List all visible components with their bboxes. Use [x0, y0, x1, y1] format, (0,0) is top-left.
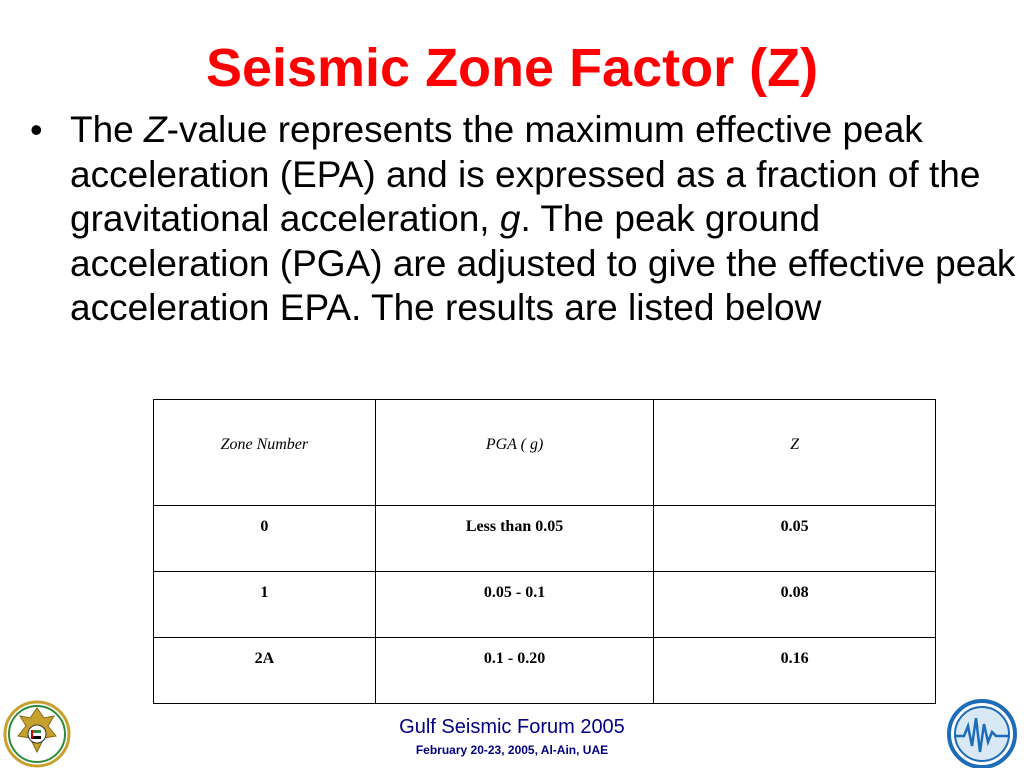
table-row [154, 572, 936, 638]
cell-pga: 0.1 - 0.20 [375, 638, 654, 704]
footer-subtitle: February 20-23, 2005, Al-Ain, UAE [415, 743, 609, 757]
cell-z: 0.16 [654, 638, 936, 704]
bullet-dot-icon: • [30, 109, 43, 150]
header-z: Z [654, 400, 936, 506]
footer-title: Gulf Seismic Forum 2005 [399, 716, 625, 738]
cell-zone: 0 [154, 506, 376, 572]
cell-zone: 2A [154, 638, 376, 704]
bullet-text-part1: The [70, 109, 145, 150]
zone-factor-table [153, 399, 936, 704]
bullet-point [30, 108, 1020, 331]
bullet-z-variable: Z [144, 109, 167, 150]
header-pga: PGA ( g) [375, 400, 654, 506]
table-row [154, 506, 936, 572]
table-row [154, 638, 936, 704]
bullet-text-part2: -value represents the maximum effective peak acceleration (EPA) and is expressed as a fraction of the gravitational acceleration, [70, 109, 981, 239]
bullet-g-variable: g [499, 198, 521, 239]
header-zone-number: Zone Number [154, 400, 376, 506]
cell-pga: 0.05 - 0.1 [375, 572, 654, 638]
cell-z: 0.08 [654, 572, 936, 638]
cell-z: 0.05 [654, 506, 936, 572]
bullet-text [70, 108, 1020, 331]
slide-title: Seismic Zone Factor (Z) [205, 38, 819, 98]
cell-zone: 1 [154, 572, 376, 638]
table-header-row [154, 400, 936, 506]
bullet-text-part3: . The peak ground acceleration (PGA) are adjusted to give the effective peak acceleration EPA. The results are listed below [70, 198, 1016, 328]
cell-pga: Less than 0.05 [375, 506, 654, 572]
